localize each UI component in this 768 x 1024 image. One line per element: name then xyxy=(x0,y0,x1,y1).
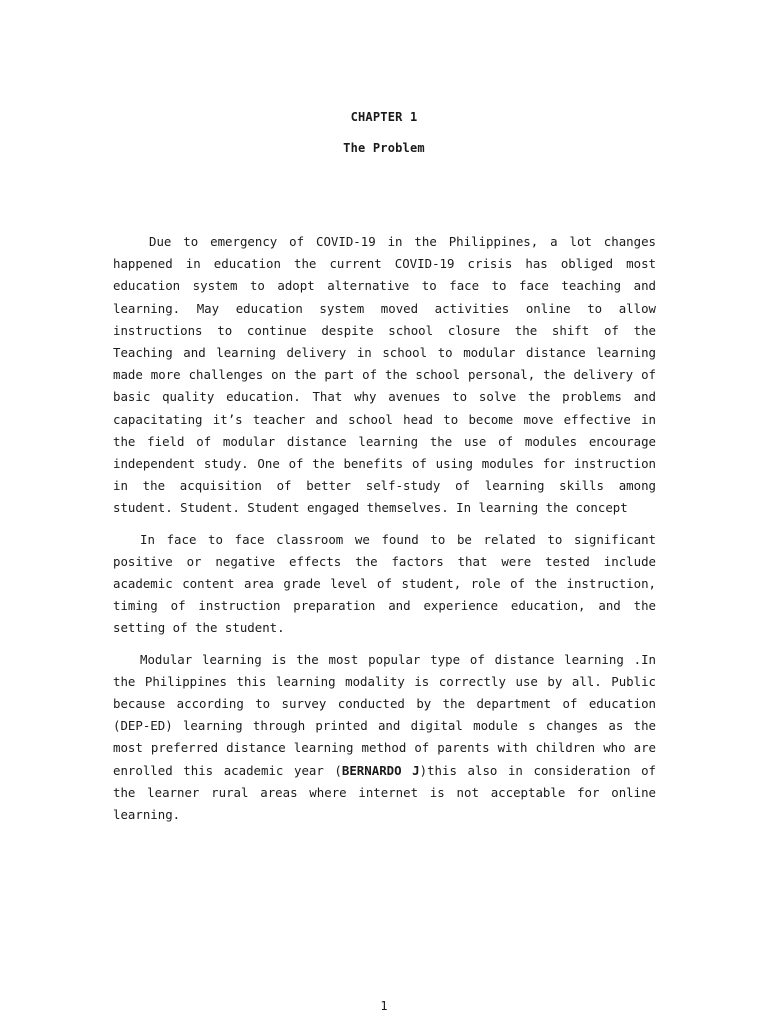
page-number: 1 xyxy=(380,999,388,1013)
citation-reference: BERNARDO J xyxy=(341,762,420,778)
chapter-number: CHAPTER 1 xyxy=(350,110,418,124)
paragraph-3-text-before: Modular learning is the most popular type of distance learning .In the Philippines this learning modality is correctly use by all. Public because according to survey conducted by the department of education (DEP-ED) learning through printed and digital module s changes as the most preferred distance learning method of parents with children who are enrolled this academic year ( xyxy=(113,651,656,778)
paragraph-3 xyxy=(113,649,656,827)
paragraph-2: In face to face classroom we found to be related to significant positive or negative effects the factors that were tested include academic content area grade level of student, role of the instruction, timing of instruction preparation and experience education, and the setting of the student. xyxy=(113,531,656,636)
body-text xyxy=(113,231,656,835)
paragraph-3-text-after: )this also in consideration of the learner rural areas where internet is not acceptable for online learning. xyxy=(113,762,656,823)
paragraph-1: Due to emergency of COVID-19 in the Philippines, a lot changes happened in education the current COVID-19 crisis has obliged most education system to adopt alternative to face to face teaching and learning. May education system moved activities online to allow instructions to continue despite school closure the shift of the Teaching and learning delivery in school to modular distance learning made more challenges on the part of the school personal, the delivery of basic quality education. That why avenues to solve the problems and capacitating it’s teacher and school head to become move effective in the field of modular distance learning the use of modules encourage independent study. One of the benefits of using modules for instruction in the acquisition of better self-study of learning skills among student. Student. Student engaged themselves. In learning the concept xyxy=(113,234,656,516)
chapter-title: The Problem xyxy=(343,141,425,155)
